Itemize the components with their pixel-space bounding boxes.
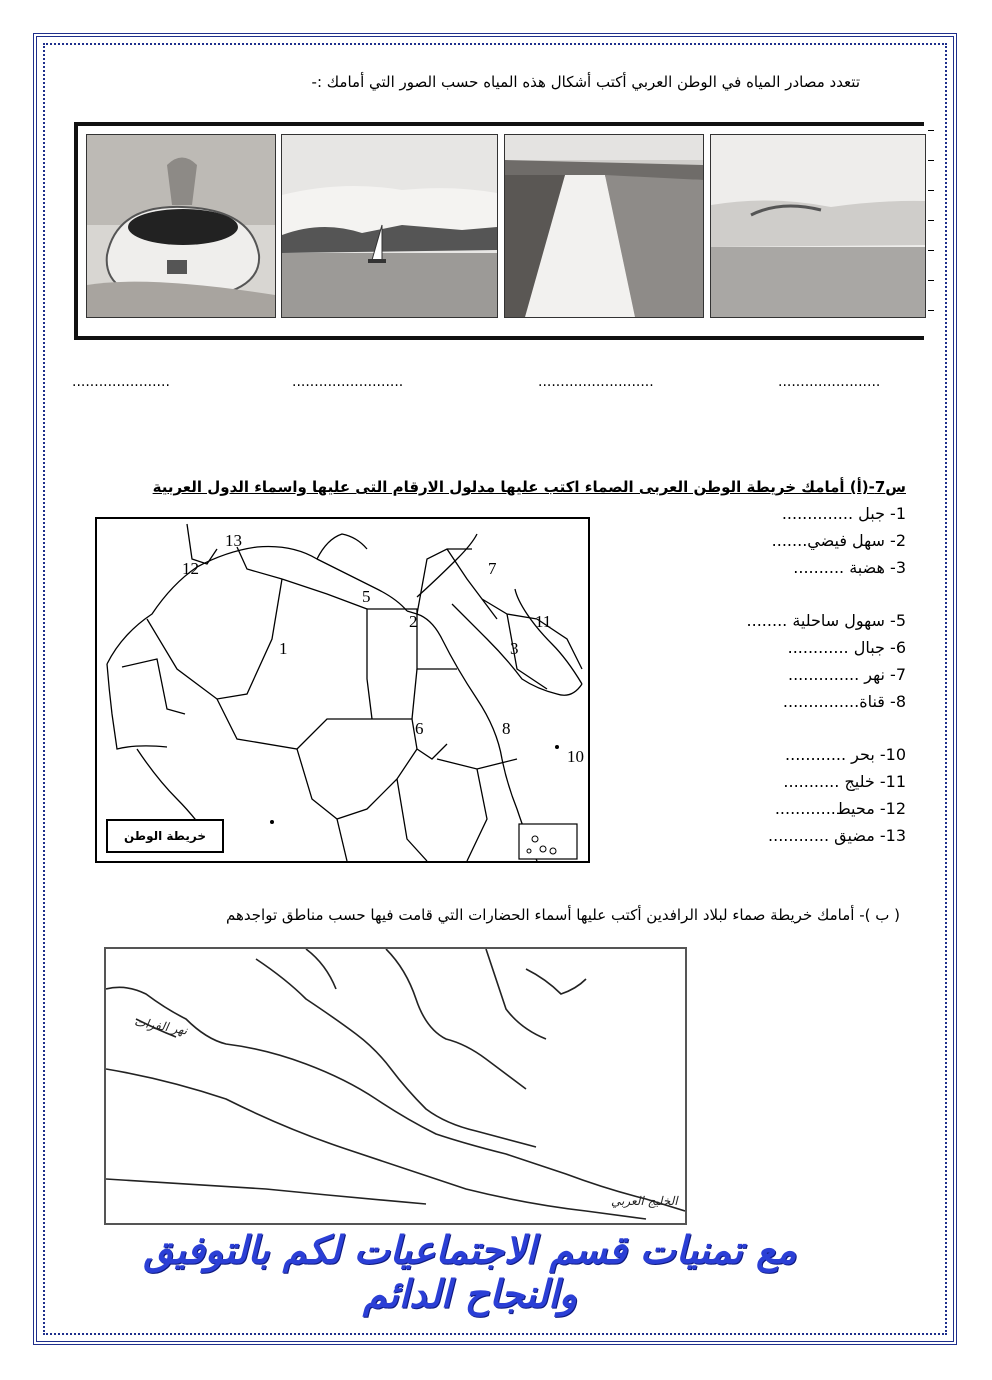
margin-ticks xyxy=(928,125,938,325)
answer-item-2[interactable]: 2- سهل فيضي....... xyxy=(771,531,906,550)
euphrates-label: نهر الفرات xyxy=(133,1014,189,1038)
map-number-13: 13 xyxy=(225,531,242,550)
mesopotamia-outline xyxy=(106,949,685,1223)
answer-item-12[interactable]: 12- محيط............ xyxy=(774,799,906,818)
answer-item-1[interactable]: 1- جبل .............. xyxy=(781,504,906,523)
answer-blank-1[interactable]: ...................... xyxy=(72,374,170,390)
answer-item-5[interactable]: 5- سهول ساحلية ........ xyxy=(746,611,906,630)
water-sources-photo-strip xyxy=(74,122,924,340)
answer-item-6[interactable]: 6- جبال ............ xyxy=(787,638,906,657)
answer-item-7[interactable]: 7- نهر .............. xyxy=(788,665,906,684)
answer-blank-2[interactable]: ......................... xyxy=(292,374,404,390)
answer-item-13[interactable]: 13- مضيق ............ xyxy=(768,826,906,845)
photo-answer-blanks xyxy=(70,374,910,394)
map-number-12: 12 xyxy=(182,559,199,578)
mesopotamia-blank-map xyxy=(104,947,687,1225)
answer-item-11[interactable]: 11- خليج ........... xyxy=(783,772,906,791)
arab-world-outline xyxy=(97,519,588,861)
arab-world-blank-map xyxy=(95,517,590,863)
answer-item-8[interactable]: 8- قناة............... xyxy=(782,692,906,711)
answer-blank-3[interactable]: .......................... xyxy=(538,374,654,390)
question-7-title: س7-(أ) أمامك خريطة الوطن العربى الصماء اكتب عليها مدلول الارقام التى عليها واسماء الدول العربية xyxy=(152,478,906,496)
photo-sea-shore xyxy=(710,134,926,318)
map-number-10: 10 xyxy=(567,747,584,766)
photo-river xyxy=(281,134,498,318)
map-number-6: 6 xyxy=(415,719,424,738)
intro-text: تتعدد مصادر المياه في الوطن العربي أكتب أشكال هذه المياه حسب الصور التي أمامك :- xyxy=(311,73,860,91)
part-b-instruction: ( ب )- أمامك خريطة صماء لبلاد الرافدين أكتب عليها أسماء الحضارات التي قامت فيها حسب مناطق تواجدهم xyxy=(226,906,900,924)
map-caption: خريطة الوطن xyxy=(106,819,224,853)
map-number-11: 11 xyxy=(535,612,552,631)
answer-blank-4[interactable]: ....................... xyxy=(778,374,881,390)
map-number-2: 2 xyxy=(409,612,418,631)
answer-item-3[interactable]: 3- هضبة .......... xyxy=(793,558,906,577)
photo-well xyxy=(86,134,276,318)
arabian-gulf-label: الخليج العربي xyxy=(611,1194,678,1208)
map-number-3: 3 xyxy=(510,639,519,658)
answer-item-10[interactable]: 10- بحر ............ xyxy=(785,745,906,764)
map-number-7: 7 xyxy=(488,559,497,578)
map-number-1: 1 xyxy=(279,639,288,658)
map-number-8: 8 xyxy=(502,719,511,738)
map-number-5: 5 xyxy=(362,587,371,606)
footer-wishes: مع تمنيات قسم الاجتماعيات لكم بالتوفيق والنجاح الدائم xyxy=(143,1228,797,1316)
photo-canal xyxy=(504,134,704,318)
